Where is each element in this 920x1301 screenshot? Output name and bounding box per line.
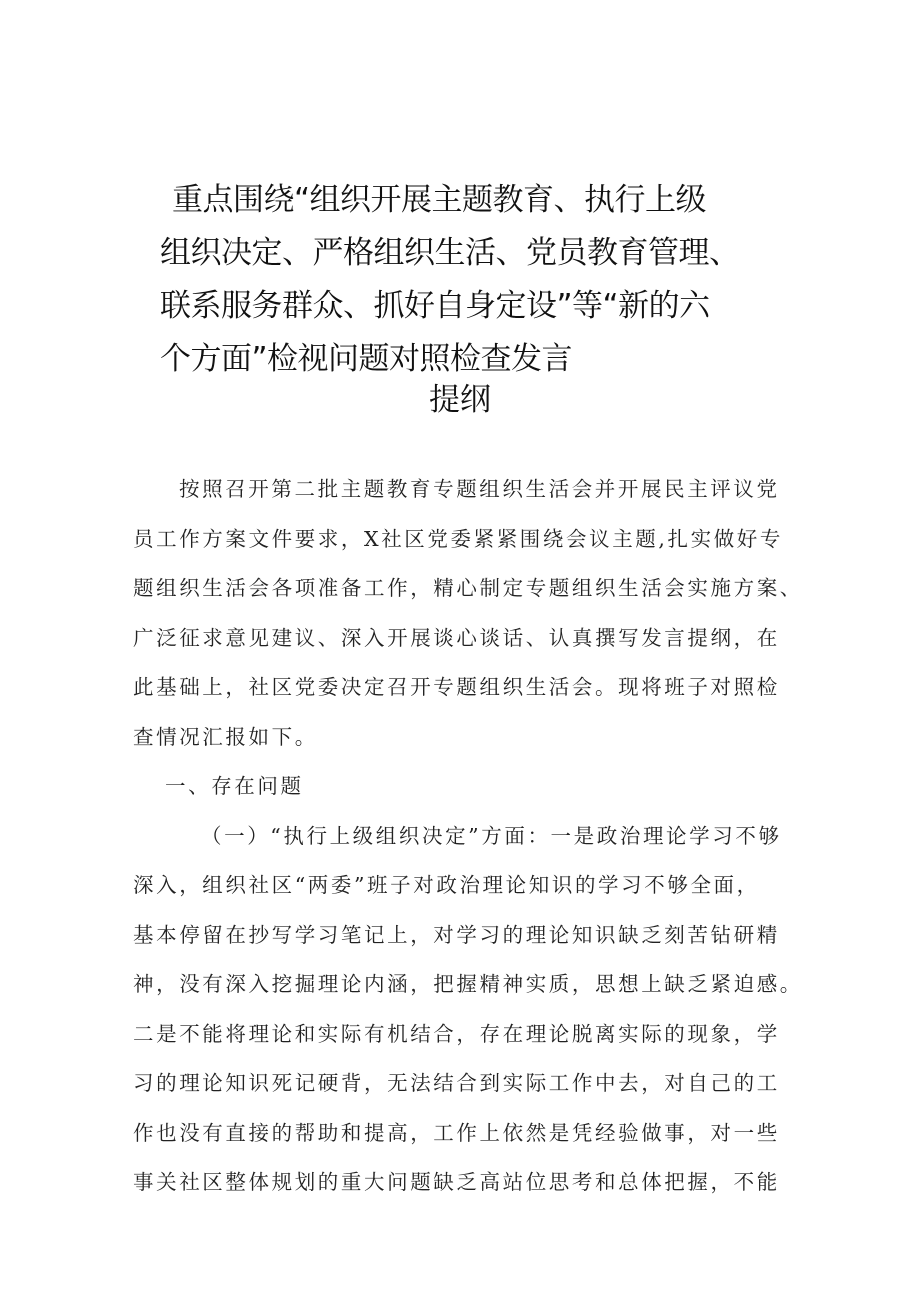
paragraph-line: 基本停留在抄写学习笔记上，对学习的理论知识缺乏刻苦钻研精 xyxy=(133,922,780,947)
paragraph-line: 题组织生活会各项准备工作，精心制定专题组织生活会实施方案、 xyxy=(133,576,803,600)
document-body xyxy=(133,465,813,1208)
paragraph-line: （一）“执行上级组织决定”方面：一是政治理论学习不够 xyxy=(201,823,782,848)
paragraph-line: 深入，组织社区“两委”班子对政治理论知识的学习不够全面， xyxy=(133,873,760,897)
title-line-2: 组织决定、严格组织生活、党员教育管理、 xyxy=(160,235,740,271)
paragraph-line: 员工作方案文件要求，X社区党委紧紧围绕会议主题,扎实做好专 xyxy=(133,526,784,551)
paragraph-line: 二是不能将理论和实际有机结合，存在理论脱离实际的现象，学 xyxy=(133,1021,780,1046)
paragraph-line: 广泛征求意见建议、深入开展谈心谈话、认真撰写发言提纲，在 xyxy=(133,625,780,650)
paragraph-line: 事关社区整体规划的重大问题缺乏高站位思考和总体把握，不能 xyxy=(133,1170,780,1194)
document-title xyxy=(160,174,800,386)
paragraph-line: 神，没有深入挖掘理论内涵，把握精神实质，思想上缺乏紧迫感。 xyxy=(133,972,803,996)
paragraph-line: 按照召开第二批主题教育专题组织生活会并开展民主评议党 xyxy=(179,477,780,501)
section-heading: 一、存在问题 xyxy=(165,774,304,798)
paragraph-line: 习的理论知识死记硬背，无法结合到实际工作中去，对自己的工 xyxy=(133,1071,780,1095)
paragraph-line: 此基础上，社区党委决定召开专题组织生活会。现将班子对照检 xyxy=(133,675,780,699)
title-line-1: 重点围绕“组织开展主题教育、执行上级 xyxy=(172,182,707,218)
paragraph-line: 查情况汇报如下。 xyxy=(133,724,318,749)
document-subtitle: 提纲 xyxy=(429,382,491,418)
title-line-4: 个方面”检视问题对照检查发言 xyxy=(160,341,573,377)
title-line-3: 联系服务群众、抓好自身定设”等“新的六 xyxy=(160,288,710,324)
paragraph-line: 作也没有直接的帮助和提高，工作上依然是凭经验做事，对一些 xyxy=(133,1120,780,1145)
